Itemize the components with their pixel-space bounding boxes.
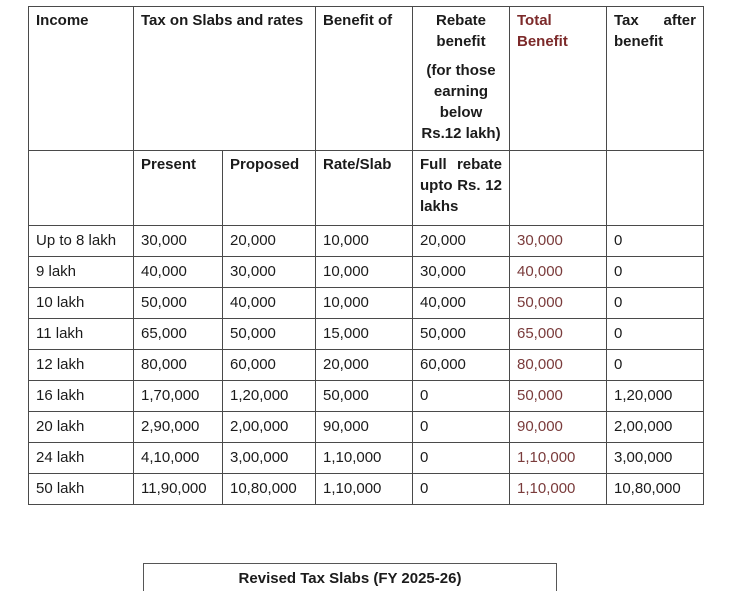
benefit-cell: 10,000: [316, 226, 413, 257]
table-row: [29, 288, 704, 319]
proposed-cell: 10,80,000: [223, 474, 316, 505]
income-cell: 50 lakh: [29, 474, 134, 505]
table-row: [29, 226, 704, 257]
total-benefit-cell: 40,000: [510, 257, 607, 288]
total-benefit-cell: 30,000: [510, 226, 607, 257]
header-row-2: [29, 151, 704, 226]
tax-after-cell: 10,80,000: [607, 474, 704, 505]
tax-comparison-table: [28, 6, 704, 505]
caption-box: [143, 563, 557, 591]
proposed-cell: 3,00,000: [223, 443, 316, 474]
benefit-cell: 10,000: [316, 257, 413, 288]
rebate-cell: 30,000: [413, 257, 510, 288]
present-cell: 40,000: [134, 257, 223, 288]
rebate-cell: 40,000: [413, 288, 510, 319]
table-row: [29, 350, 704, 381]
tax-after-cell: 0: [607, 319, 704, 350]
header-tax-on-slabs: Tax on Slabs and rates: [134, 7, 316, 151]
income-cell: 12 lakh: [29, 350, 134, 381]
proposed-cell: 1,20,000: [223, 381, 316, 412]
table-row: [29, 443, 704, 474]
benefit-cell: 20,000: [316, 350, 413, 381]
tax-after-cell: 3,00,000: [607, 443, 704, 474]
rebate-cell: 0: [413, 474, 510, 505]
tax-after-cell: 0: [607, 226, 704, 257]
header-rebate-benefit: [413, 7, 510, 151]
subheader-rate-slab: Rate/Slab: [316, 151, 413, 226]
total-benefit-cell: 65,000: [510, 319, 607, 350]
income-cell: 16 lakh: [29, 381, 134, 412]
subheader-empty-total: [510, 151, 607, 226]
tax-after-cell: 2,00,000: [607, 412, 704, 443]
rebate-cell: 0: [413, 443, 510, 474]
total-benefit-cell: 1,10,000: [510, 443, 607, 474]
header-tax-after-line1: Tax after: [614, 12, 696, 29]
rebate-cell: 0: [413, 412, 510, 443]
present-cell: 30,000: [134, 226, 223, 257]
subheader-present: Present: [134, 151, 223, 226]
caption-title: Revised Tax Slabs (FY 2025-26): [238, 570, 462, 587]
header-total-benefit: Total Benefit: [510, 7, 607, 151]
income-cell: Up to 8 lakh: [29, 226, 134, 257]
header-rebate-benefit-note: (for those earning below Rs.12 lakh): [421, 62, 501, 142]
proposed-cell: 20,000: [223, 226, 316, 257]
total-benefit-cell: 90,000: [510, 412, 607, 443]
rebate-cell: 50,000: [413, 319, 510, 350]
total-benefit-cell: 50,000: [510, 288, 607, 319]
table-row: [29, 381, 704, 412]
total-benefit-cell: 80,000: [510, 350, 607, 381]
proposed-cell: 50,000: [223, 319, 316, 350]
header-rebate-benefit-title: Rebate benefit: [435, 12, 487, 50]
rebate-cell: 20,000: [413, 226, 510, 257]
benefit-cell: 1,10,000: [316, 443, 413, 474]
tax-after-cell: 0: [607, 350, 704, 381]
proposed-cell: 2,00,000: [223, 412, 316, 443]
subheader-empty-income: [29, 151, 134, 226]
benefit-cell: 90,000: [316, 412, 413, 443]
rebate-cell: 0: [413, 381, 510, 412]
subheader-proposed: Proposed: [223, 151, 316, 226]
present-cell: 1,70,000: [134, 381, 223, 412]
total-benefit-cell: 1,10,000: [510, 474, 607, 505]
header-income: Income: [29, 7, 134, 151]
rebate-cell: 60,000: [413, 350, 510, 381]
income-cell: 9 lakh: [29, 257, 134, 288]
subheader-empty-after: [607, 151, 704, 226]
table-row: [29, 257, 704, 288]
present-cell: 65,000: [134, 319, 223, 350]
proposed-cell: 60,000: [223, 350, 316, 381]
income-cell: 10 lakh: [29, 288, 134, 319]
present-cell: 50,000: [134, 288, 223, 319]
table-row: [29, 474, 704, 505]
present-cell: 80,000: [134, 350, 223, 381]
benefit-cell: 15,000: [316, 319, 413, 350]
benefit-cell: 50,000: [316, 381, 413, 412]
tax-after-cell: 0: [607, 257, 704, 288]
proposed-cell: 40,000: [223, 288, 316, 319]
income-cell: 20 lakh: [29, 412, 134, 443]
present-cell: 11,90,000: [134, 474, 223, 505]
subheader-full-rebate: Full rebate upto Rs. 12 lakhs: [413, 151, 510, 226]
income-cell: 24 lakh: [29, 443, 134, 474]
benefit-cell: 10,000: [316, 288, 413, 319]
tax-after-cell: 1,20,000: [607, 381, 704, 412]
present-cell: 2,90,000: [134, 412, 223, 443]
benefit-cell: 1,10,000: [316, 474, 413, 505]
proposed-cell: 30,000: [223, 257, 316, 288]
header-tax-after-line2: benefit: [614, 33, 664, 50]
table-row: [29, 412, 704, 443]
header-benefit-of: Benefit of: [316, 7, 413, 151]
total-benefit-cell: 50,000: [510, 381, 607, 412]
income-cell: 11 lakh: [29, 319, 134, 350]
table-row: [29, 319, 704, 350]
header-row-1: [29, 7, 704, 151]
present-cell: 4,10,000: [134, 443, 223, 474]
tax-after-cell: 0: [607, 288, 704, 319]
header-tax-after-benefit: [607, 7, 704, 151]
